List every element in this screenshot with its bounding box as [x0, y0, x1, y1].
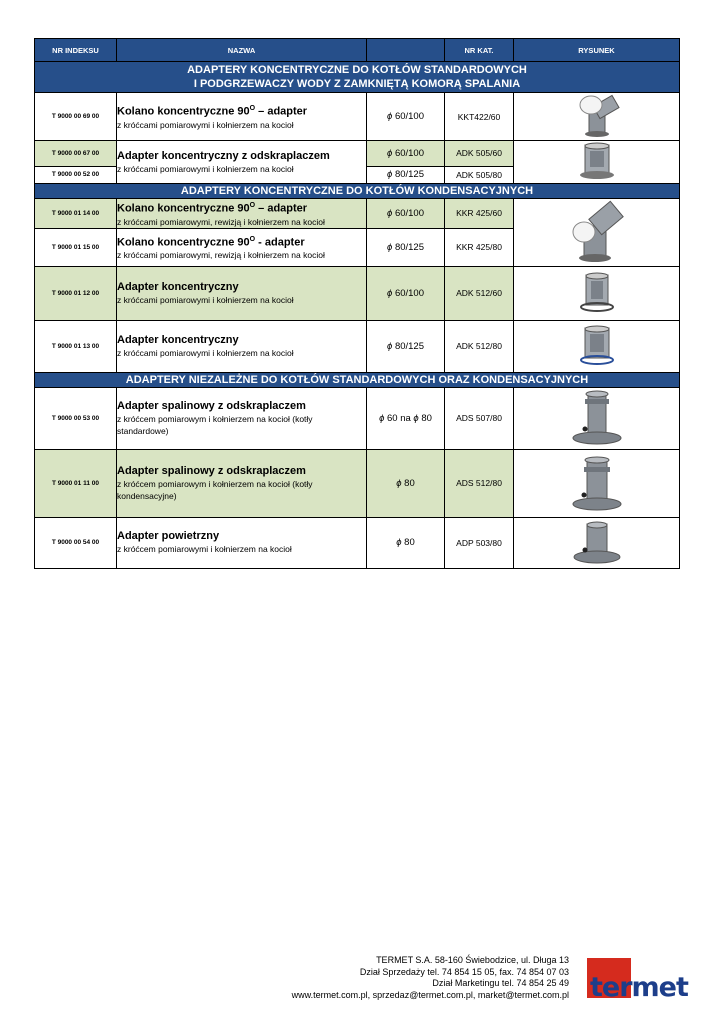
- row-cat: ADK 505/60: [445, 141, 514, 167]
- row-desc: z króćcami pomiarowymi, rewizją i kołnierzem na kocioł: [117, 250, 325, 261]
- row-diameter: ϕ 60/100: [367, 141, 445, 167]
- row-desc: z króćcami pomiarowymi i kołnierzem na kocioł: [117, 294, 294, 305]
- concentric-adapter-image: [514, 320, 680, 372]
- table-row: [35, 199, 680, 229]
- row-diameter: ϕ 80/125: [367, 166, 445, 183]
- header-drawing: RYSUNEK: [514, 39, 680, 62]
- footer-address: TERMET S.A. 58-160 Świebodzice, ul. Długa 13: [376, 955, 569, 965]
- concentric-adapter-image: [514, 266, 680, 320]
- row-desc: z króćcem pomiarowym i kołnierzem na kocioł (kotły standardowe): [117, 413, 313, 436]
- row-index: T 9000 00 69 00: [35, 93, 117, 141]
- row-index: T 9000 00 52 00: [35, 166, 117, 183]
- row-title: Adapter powietrzny: [117, 530, 220, 543]
- row-cat: ADS 512/80: [445, 449, 514, 517]
- row-name: [117, 449, 367, 517]
- termet-logo: [587, 958, 687, 1002]
- row-title: Adapter spalinowy z odskraplaczem: [117, 399, 306, 412]
- row-index: T 9000 01 12 00: [35, 266, 117, 320]
- section-title: ADAPTERY KONCENTRYCZNE DO KOTŁÓW STANDARDOWYCH I PODGRZEWACZY WODY Z ZAMKNIĘTĄ KOMORĄ SPALANIA: [35, 62, 680, 93]
- row-desc: z króćcami pomiarowymi i kołnierzem na kocioł: [117, 163, 294, 174]
- air-adapter-image: [514, 517, 680, 568]
- row-name: [117, 93, 367, 141]
- row-name: [117, 387, 367, 449]
- row-title: Kolano koncentryczne $90^O$ – adapter: [117, 202, 308, 215]
- product-table: [34, 38, 680, 569]
- row-title: Adapter koncentryczny: [117, 280, 239, 293]
- flue-adapter-image: [514, 387, 680, 449]
- row-name: [117, 141, 367, 184]
- row-desc: z króćcami pomiarowymi i kołnierzem na kocioł: [117, 347, 294, 358]
- row-index: T 9000 01 14 00: [35, 199, 117, 229]
- concentric-adapter-image: [514, 141, 680, 184]
- row-desc: z króćcem pomiarowym i kołnierzem na kocioł (kotły kondensacyjne): [117, 478, 313, 501]
- row-diameter: ϕ 80/125: [367, 320, 445, 372]
- row-index: T 9000 00 54 00: [35, 517, 117, 568]
- row-cat: ADK 512/60: [445, 266, 514, 320]
- row-cat: ADP 503/80: [445, 517, 514, 568]
- header-cat: NR KAT.: [445, 39, 514, 62]
- header-name: NAZWA: [117, 39, 367, 62]
- row-name: [117, 199, 367, 229]
- row-diameter: ϕ 80: [367, 517, 445, 568]
- footer-marketing: Dział Marketingu tel. 74 854 25 49: [432, 978, 569, 988]
- table-row: [35, 141, 680, 167]
- row-diameter: ϕ 80/125: [367, 228, 445, 266]
- flue-adapter-image: [514, 449, 680, 517]
- footer-links: www.termet.com.pl, sprzedaz@termet.com.pl, market@termet.com.pl: [291, 989, 569, 1000]
- elbow-adapter-image: [514, 93, 680, 141]
- row-cat: ADK 505/80: [445, 166, 514, 183]
- row-diameter: ϕ 80: [367, 449, 445, 517]
- logo-text: termet: [590, 972, 688, 1003]
- row-desc: z króćcem pomiarowymi i kołnierzem na kocioł: [117, 544, 292, 555]
- section-title: ADAPTERY KONCENTRYCZNE DO KOTŁÓW KONDENSACYJNYCH: [35, 184, 680, 199]
- row-cat: KKR 425/80: [445, 228, 514, 266]
- elbow-revision-image: [514, 199, 680, 267]
- table-row: [35, 517, 680, 568]
- row-name: [117, 228, 367, 266]
- row-title: Adapter koncentryczny z odskraplaczem: [117, 149, 330, 162]
- row-name: [117, 266, 367, 320]
- table-row: [35, 449, 680, 517]
- row-diameter: ϕ 60/100: [367, 266, 445, 320]
- table-row: [35, 266, 680, 320]
- row-desc: z króćcami pomiarowymi, rewizją i kołnierzem na kocioł: [117, 216, 325, 227]
- row-cat: ADS 507/80: [445, 387, 514, 449]
- row-cat: KKT422/60: [445, 93, 514, 141]
- row-name: [117, 517, 367, 568]
- section-title: ADAPTERY NIEZALEŻNE DO KOTŁÓW STANDARDOWYCH ORAZ KONDENSACYJNYCH: [35, 372, 680, 387]
- header-index: NR INDEKSU: [35, 39, 117, 62]
- row-cat: ADK 512/80: [445, 320, 514, 372]
- row-title: Adapter spalinowy z odskraplaczem: [117, 464, 306, 477]
- footer-sales: Dział Sprzedaży tel. 74 854 15 05, fax. 74 854 07 03: [359, 966, 569, 977]
- company-footer: [292, 955, 569, 1001]
- row-index: T 9000 00 53 00: [35, 387, 117, 449]
- header-cat-spacer: [367, 39, 445, 62]
- row-title: Kolano koncentryczne $90^O$ – adapter: [117, 105, 308, 118]
- row-index: T 9000 00 67 00: [35, 141, 117, 167]
- row-cat: KKR 425/60: [445, 199, 514, 229]
- row-diameter: ϕ 60 na ϕ 80: [367, 387, 445, 449]
- row-title: Kolano koncentryczne $90^O$ - adapter: [117, 235, 305, 249]
- row-index: T 9000 01 15 00: [35, 228, 117, 266]
- table-header-row: [35, 39, 680, 62]
- table-row: [35, 93, 680, 141]
- table-row: [35, 320, 680, 372]
- row-index: T 9000 01 13 00: [35, 320, 117, 372]
- row-desc: z króćcami pomiarowymi i kołnierzem na kocioł: [117, 119, 294, 130]
- row-index: T 9000 01 11 00: [35, 449, 117, 517]
- row-title: Adapter koncentryczny: [117, 333, 239, 346]
- row-name: [117, 320, 367, 372]
- row-diameter: ϕ 60/100: [367, 199, 445, 229]
- table-row: [35, 387, 680, 449]
- row-diameter: ϕ 60/100: [367, 93, 445, 141]
